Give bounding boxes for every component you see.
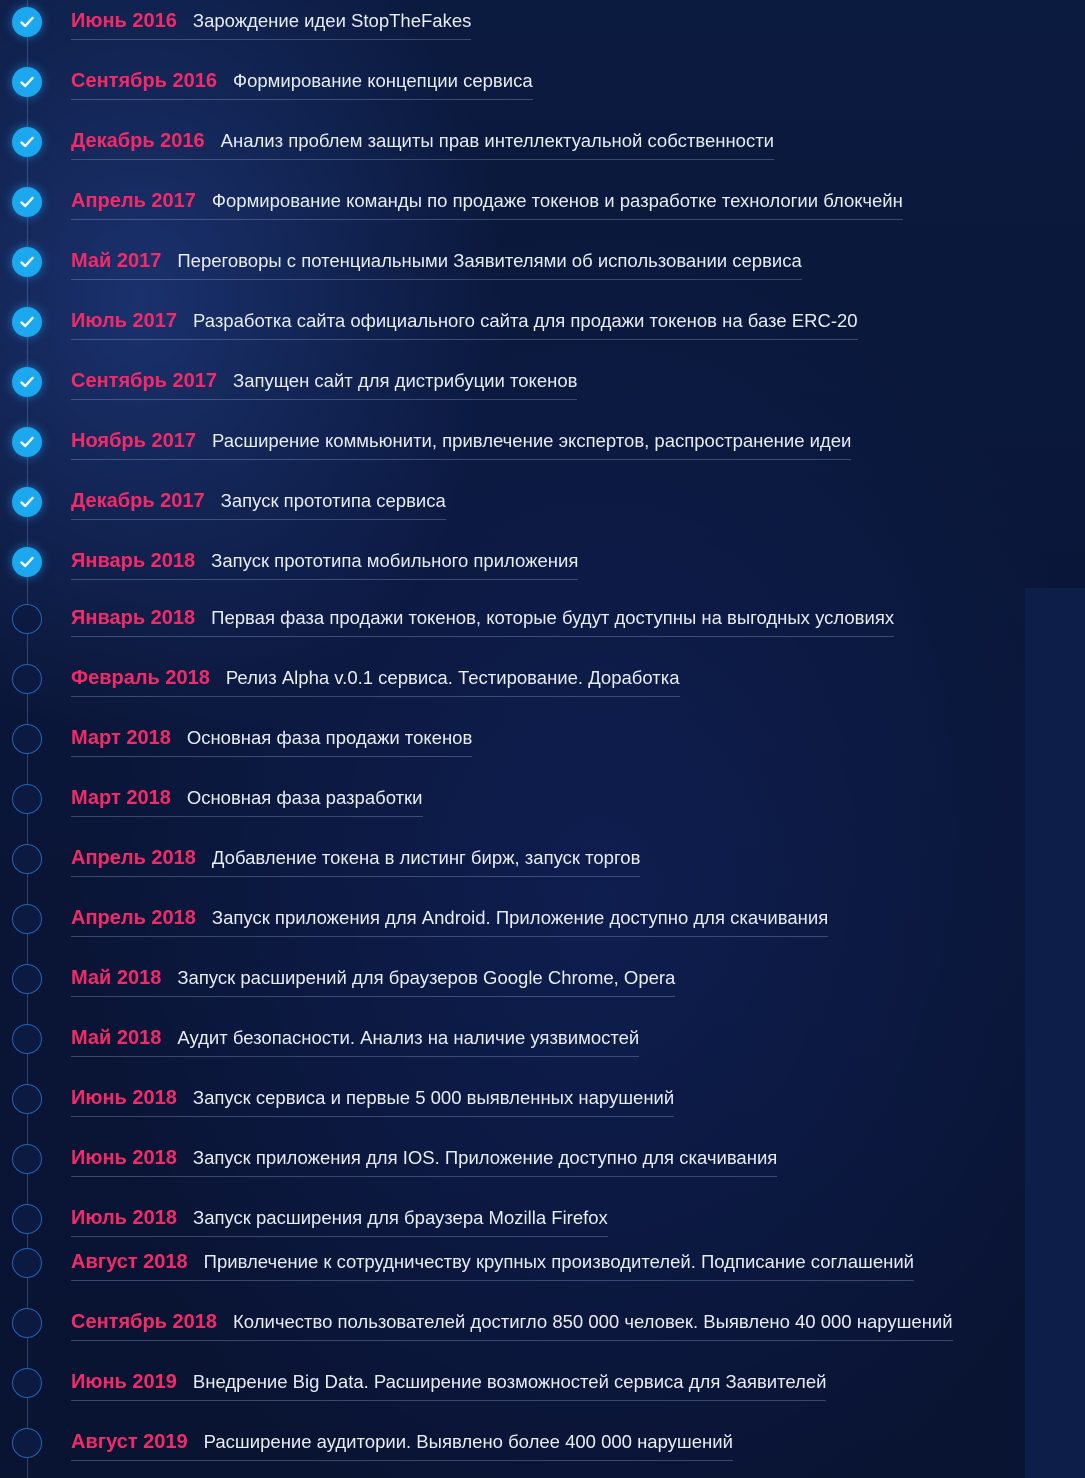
- check-icon: [20, 556, 34, 568]
- completed-marker: [12, 307, 42, 337]
- timeline-date: Май 2018: [71, 967, 162, 989]
- timeline-description: Расширение аудитории. Выявлено более 400 000 нарушений: [203, 1431, 733, 1452]
- timeline-item: [0, 1198, 1085, 1238]
- timeline-description: Анализ проблем защиты прав интеллектуальной собственности: [220, 130, 775, 151]
- timeline-entry: [71, 309, 858, 340]
- timeline-description: Разработка сайта официального сайта для продажи токенов на базе ERC-20: [193, 310, 858, 331]
- timeline-entry: [71, 69, 533, 100]
- check-icon: [20, 136, 34, 148]
- timeline-date: Апрель 2018: [71, 847, 196, 869]
- timeline-date: Июнь 2019: [71, 1371, 177, 1393]
- timeline-item: [0, 838, 1085, 878]
- timeline-entry: [71, 1206, 608, 1237]
- completed-marker: [12, 487, 42, 517]
- timeline-item: [0, 1362, 1085, 1402]
- timeline-description: Переговоры с потенциальными Заявителями об использовании сервиса: [177, 250, 802, 271]
- timeline-description: Аудит безопасности. Анализ на наличие уязвимостей: [177, 1027, 640, 1048]
- pending-marker: [12, 904, 42, 934]
- pending-marker: [12, 1084, 42, 1114]
- pending-marker: [12, 964, 42, 994]
- pending-marker: [12, 1428, 42, 1458]
- timeline-item: [0, 1078, 1085, 1118]
- completed-marker: [12, 547, 42, 577]
- timeline-date: Март 2018: [71, 787, 171, 809]
- completed-marker: [12, 7, 42, 37]
- timeline-description: Добавление токена в листинг бирж, запуск торгов: [211, 847, 641, 868]
- timeline-description: Внедрение Big Data. Расширение возможностей сервиса для Заявителей: [192, 1371, 827, 1392]
- pending-marker: [12, 1204, 42, 1234]
- timeline-item: [0, 778, 1085, 818]
- timeline-item: [0, 541, 1085, 581]
- timeline-item: [0, 718, 1085, 758]
- timeline-description: Запуск приложения для Android. Приложение доступно для скачивания: [211, 907, 829, 928]
- timeline-entry: [71, 9, 471, 40]
- timeline-entry: [71, 1146, 777, 1177]
- check-icon: [20, 496, 34, 508]
- timeline-item: [0, 421, 1085, 461]
- timeline-entry: [71, 1026, 639, 1057]
- completed-marker: [12, 187, 42, 217]
- timeline-date: Сентябрь 2018: [71, 1311, 218, 1333]
- timeline-date: Декабрь 2017: [71, 490, 205, 512]
- timeline-description: Основная фаза разработки: [186, 787, 423, 808]
- check-icon: [20, 76, 34, 88]
- timeline-description: Основная фаза продажи токенов: [186, 727, 473, 748]
- check-icon: [20, 16, 34, 28]
- completed-marker: [12, 67, 42, 97]
- pending-marker: [12, 844, 42, 874]
- timeline-description: Запуск сервиса и первые 5 000 выявленных нарушений: [192, 1087, 675, 1108]
- pending-marker: [12, 1248, 42, 1278]
- timeline-item: [0, 1302, 1085, 1342]
- timeline-description: Количество пользователей достигло 850 000 человек. Выявлено 40 000 нарушений: [233, 1311, 953, 1332]
- completed-marker: [12, 427, 42, 457]
- timeline-description: Запуск приложения для IOS. Приложение доступно для скачивания: [192, 1147, 778, 1168]
- timeline-item: [0, 361, 1085, 401]
- timeline-description: Формирование концепции сервиса: [233, 70, 533, 91]
- timeline-item: [0, 598, 1085, 638]
- pending-marker: [12, 1368, 42, 1398]
- timeline-description: Запуск прототипа мобильного приложения: [211, 550, 579, 571]
- completed-marker: [12, 247, 42, 277]
- timeline-description: Запуск расширений для браузеров Google Chrome, Opera: [177, 967, 676, 988]
- timeline-date: Январь 2018: [71, 550, 196, 572]
- timeline-item: [0, 181, 1085, 221]
- timeline-item: [0, 898, 1085, 938]
- timeline-entry: [71, 249, 802, 280]
- timeline-item: [0, 1422, 1085, 1462]
- check-icon: [20, 436, 34, 448]
- timeline-description: Релиз Alpha v.0.1 сервиса. Тестирование. Доработка: [225, 667, 680, 688]
- timeline-item: [0, 121, 1085, 161]
- timeline-entry: [71, 1250, 914, 1281]
- timeline-description: Расширение коммьюнити, привлечение экспертов, распространение идеи: [211, 430, 852, 451]
- timeline-date: Июнь 2016: [71, 10, 177, 32]
- timeline-entry: [71, 786, 423, 817]
- timeline-entry: [71, 129, 774, 160]
- pending-marker: [12, 724, 42, 754]
- timeline-item: [0, 1138, 1085, 1178]
- check-icon: [20, 316, 34, 328]
- timeline-date: Апрель 2018: [71, 907, 196, 929]
- timeline-entry: [71, 1086, 674, 1117]
- timeline-description: Запуск расширения для браузера Mozilla Firefox: [193, 1207, 608, 1228]
- timeline-date: Август 2018: [71, 1251, 188, 1273]
- timeline-description: Зарождение идеи StopTheFakes: [192, 10, 472, 31]
- timeline-entry: [71, 966, 675, 997]
- timeline-date: Февраль 2018: [71, 667, 210, 689]
- timeline-item: [0, 1242, 1085, 1282]
- timeline-date: Июнь 2018: [71, 1087, 177, 1109]
- timeline-date: Сентябрь 2017: [71, 370, 218, 392]
- timeline-entry: [71, 429, 851, 460]
- timeline-description: Запущен сайт для дистрибуции токенов: [233, 370, 578, 391]
- timeline-date: Июль 2017: [71, 310, 178, 332]
- timeline-entry: [71, 906, 828, 937]
- timeline-description: Привлечение к сотрудничеству крупных производителей. Подписание соглашений: [203, 1251, 914, 1272]
- timeline-date: Март 2018: [71, 727, 171, 749]
- check-icon: [20, 376, 34, 388]
- timeline-date: Апрель 2017: [71, 190, 196, 212]
- timeline-description: Формирование команды по продаже токенов и разработке технологии блокчейн: [211, 190, 903, 211]
- timeline-entry: [71, 1310, 953, 1341]
- timeline-entry: [71, 846, 640, 877]
- timeline-entry: [71, 549, 578, 580]
- timeline-date: Январь 2018: [71, 607, 196, 629]
- pending-marker: [12, 784, 42, 814]
- timeline-date: Декабрь 2016: [71, 130, 205, 152]
- timeline-date: Май 2017: [71, 250, 162, 272]
- timeline-entry: [71, 1370, 826, 1401]
- pending-marker: [12, 1024, 42, 1054]
- timeline-entry: [71, 606, 894, 637]
- pending-marker: [12, 1144, 42, 1174]
- timeline-entry: [71, 489, 446, 520]
- timeline-item: [0, 1, 1085, 41]
- timeline-date: Май 2018: [71, 1027, 162, 1049]
- completed-marker: [12, 127, 42, 157]
- timeline-item: [0, 481, 1085, 521]
- check-icon: [20, 196, 34, 208]
- timeline-date: Ноябрь 2017: [71, 430, 196, 452]
- timeline-entry: [71, 666, 680, 697]
- timeline-item: [0, 658, 1085, 698]
- pending-marker: [12, 664, 42, 694]
- timeline-date: Сентябрь 2016: [71, 70, 218, 92]
- timeline-description: Запуск прототипа сервиса: [220, 490, 446, 511]
- pending-marker: [12, 1308, 42, 1338]
- timeline-entry: [71, 369, 577, 400]
- timeline-item: [0, 61, 1085, 101]
- completed-marker: [12, 367, 42, 397]
- timeline-entry: [71, 1430, 733, 1461]
- timeline-entry: [71, 189, 903, 220]
- timeline-item: [0, 241, 1085, 281]
- timeline-item: [0, 1018, 1085, 1058]
- timeline-description: Первая фаза продажи токенов, которые будут доступны на выгодных условиях: [211, 607, 895, 628]
- pending-marker: [12, 604, 42, 634]
- timeline-date: Июнь 2018: [71, 1147, 177, 1169]
- timeline-entry: [71, 726, 472, 757]
- timeline-item: [0, 301, 1085, 341]
- check-icon: [20, 256, 34, 268]
- timeline-date: Август 2019: [71, 1431, 188, 1453]
- timeline-item: [0, 958, 1085, 998]
- timeline-date: Июль 2018: [71, 1207, 178, 1229]
